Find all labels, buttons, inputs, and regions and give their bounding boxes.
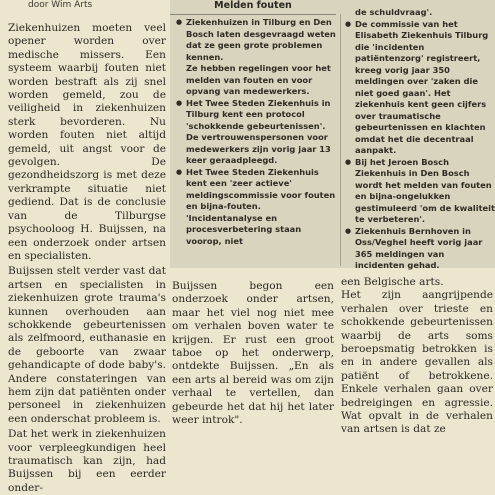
sub-item: de schuldvraag'. xyxy=(355,7,433,17)
sidebar-column-1 xyxy=(176,17,338,267)
byline: door Wim Arts xyxy=(28,0,93,10)
article-right-column xyxy=(341,276,493,436)
sidebar-title: Melden fouten xyxy=(170,0,336,15)
article-left-column xyxy=(8,22,166,494)
bullet-item: ● Het Twee Steden Ziekenhuis in Tilburg kent een protocol 'schokkende gebeurtenissen'. De vertrouwenspersonen voor medewerkers zijn vorig jaar 13 keer geraadpleegd. xyxy=(176,98,338,167)
sub-item: 'Incidentanalyse en procesverbetering staan voorop, niet xyxy=(186,212,302,246)
bullet-item: ● Bij het Jeroen Bosch Ziekenhuis in Den Bosch wordt het melden van fouten en bijna-ongelukken gestimuleerd 'om de kwaliteit te verbeteren'. xyxy=(345,157,495,226)
sidebar-column-2 xyxy=(345,7,495,270)
column-divider xyxy=(340,14,341,266)
bullet-item: ● Het Twee Steden Ziekenhuis kent een 'zeer actieve' meldingscommissie voor fouten en bijna-fouten. xyxy=(176,167,338,213)
bullet-item: ● Ziekenhuizen in Tilburg en Den Bosch laten desgevraagd weten dat ze geen grote problemen kennen. xyxy=(176,17,338,63)
bullet-item: ● Ziekenhuis Bernhoven in Oss/Veghel heeft vorig jaar 365 meldingen van incidenten gehad. xyxy=(345,226,495,272)
bullet-item: ● De commissie van het Elisabeth Ziekenhuis Tilburg die 'incidenten patiëntenzorg' registreert, kreeg vorig jaar 350 meldingen over 'zaken die niet goed gaan'. Het ziekenhuis kent geen cijfers over traumatische gebeurtenissen en klachten omdat het die decentraal aanpakt. xyxy=(345,19,495,157)
paragraph: Buijssen begon een onderzoek onder artsen, maar het viel nog niet mee om verhalen boven water te krijgen. Er rust een groot taboe op het onderwerp, ontdekte Buijssen. „En als een arts al bereid was om zijn verhaal te vertellen, dan gebeurde het dat hij het later weer introk". xyxy=(172,280,334,427)
paragraph: Buijssen stelt verder vast dat artsen en specialisten in ziekenhuizen grote trauma's kunnen overhouden aan schokkende gebeurtenissen als zelfmoord, euthanasie en de geboorte van zwaar gehandicapte of dode baby's. Andere constateringen van hem zijn dat patiënten onder personeel in ziekenhuizen een onderschat probleem is. xyxy=(8,265,166,425)
paragraph: Dat het werk in ziekenhuizen voor verpleegkundigen heel traumatisch kan zijn, had Buijssen bij een eerder onder- xyxy=(8,428,166,494)
article-middle-column xyxy=(172,280,334,427)
sub-item: Ze hebben regelingen voor het melden van fouten en voor opvang van medewerkers. xyxy=(186,63,331,96)
paragraph: Ziekenhuizen moeten veel opener worden over medische missers. Een systeem waarbij fouten niet worden bestraft als zij snel worden gemeld, zou de veiligheid in ziekenhuizen sterk bevorderen. Nu worden fouten niet altijd gemeld, uit angst voor de gevolgen. De gezondheidszorg is met deze verkrampte situatie niet gediend. Dat is de conclusie van de Tilburgse psychooloog H. Buijssen, na een onderzoek onder artsen en specialisten. xyxy=(8,22,166,262)
paragraph: een Belgische arts. Het zijn aangrijpende verhalen over trieste en schokkende gebeurtenissen waarbij de arts soms beroepsmatig betrokken is en in andere gevallen als patiënt of betrokkene. Enkele verhalen gaan over bedreigingen en agressie. Wat opvalt in de verhalen van artsen is dat ze xyxy=(341,276,493,436)
